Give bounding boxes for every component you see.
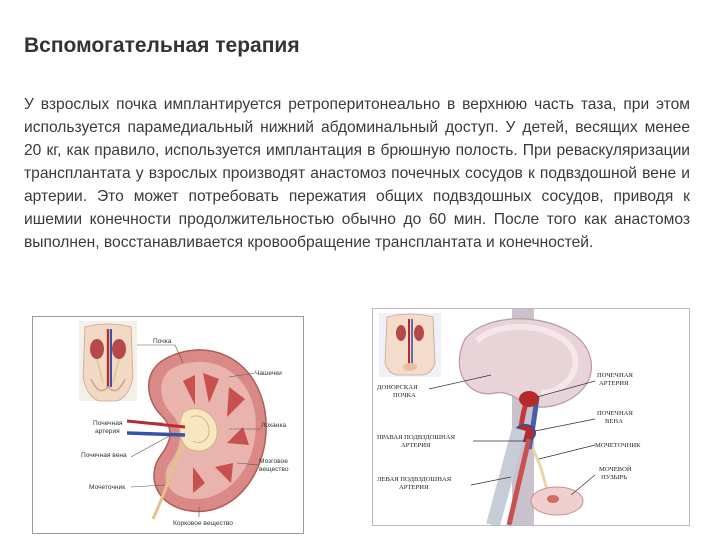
label-renal-artery-1: ПОЧЕЧНАЯ: [597, 372, 633, 379]
label-medulla-1: Мозговое: [259, 458, 288, 465]
label-donor-kidney-1: ДОНОРСКАЯ: [377, 384, 418, 391]
label-cortex: Корковое вещество: [173, 520, 233, 527]
body-paragraph: У взрослых почка имплантируется ретроперитонеально в верхнюю часть таза, при этом используется парамедиальный нижний абдоминальный доступ. У детей, весящих менее 20 кг, как правило, используется имплантация в брюшную полость. При реваскуляризации трансплантата у взрослых производят анастомоз почечных сосудов к подвздошной вене и артерии. Это может потребовать пережатия общих подвздошных сосудов, приводя к ишемии конечности продолжительностью обычно до 60 мин. После того как анастомоз выполнен, восстанавливается кровообращение трансплантата и конечностей.: [24, 96, 690, 251]
kidney-anatomy-figure: [32, 316, 304, 534]
label-renal-vein: Почечная вена: [81, 452, 127, 459]
label-bladder-2: ПУЗЫРЬ: [601, 474, 627, 481]
label-calyces: Чашечки: [255, 370, 282, 377]
label-left-iliac-1: ЛЕВАЯ ПОДВЗДОШНАЯ: [377, 476, 452, 483]
label-right-iliac-2: АРТЕРИЯ: [401, 442, 431, 449]
label-donor-kidney-2: ПОЧКА: [393, 392, 416, 399]
label-ureter: МОЧЕТОЧНИК: [595, 442, 641, 449]
kidney-transplant-illustration: [373, 309, 689, 525]
kidney-anatomy-illustration: [33, 317, 303, 533]
page-title: Вспомогательная терапия: [24, 34, 300, 57]
label-renal-artery-2: артерия: [95, 428, 120, 435]
label-renal-vein-2: ВЕНА: [605, 418, 623, 425]
label-renal-artery-2: АРТЕРИЯ: [599, 380, 629, 387]
label-kidney: Почка: [153, 338, 172, 345]
label-pelvis: Лоханка: [261, 422, 287, 429]
label-renal-artery-1: Почечная: [93, 420, 123, 427]
label-left-iliac-2: АРТЕРИЯ: [399, 484, 429, 491]
label-renal-vein-1: ПОЧЕЧНАЯ: [597, 410, 633, 417]
body-inset: [379, 313, 441, 377]
torso-inset: [79, 321, 137, 401]
label-medulla-2: вещество: [259, 466, 289, 473]
label-right-iliac-1: ПРАВАЯ ПОДВЗДОШНАЯ: [377, 434, 455, 441]
kidney-cross-section: [127, 350, 266, 519]
kidney-transplant-figure: [372, 308, 690, 526]
label-bladder-1: МОЧЕВОЙ: [599, 466, 632, 473]
label-ureter: Мочеточник: [89, 484, 126, 491]
